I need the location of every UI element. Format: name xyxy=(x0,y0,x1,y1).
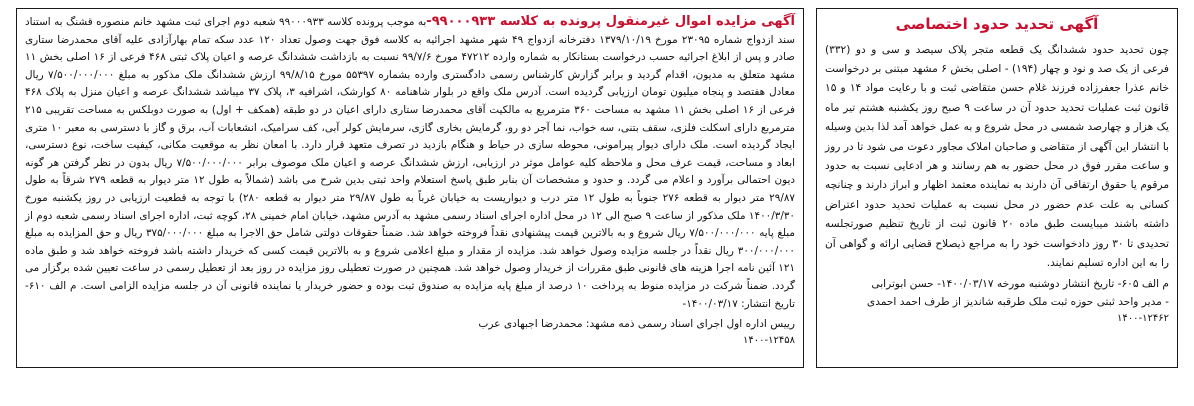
notice-footer-line-1: م الف ۶۰۵- تاریخ انتشار دوشنبه مورخه ۱۴۰۰/۰۳/۱۷- حسن ابوترابی xyxy=(871,278,1169,291)
notice-footer: رییس اداره اول اجرای اسناد رسمی ذمه مشهد: محمدرضا اجبهادی عرب xyxy=(478,318,795,331)
notice-code: ۱۴۰۰-۱۲۴۶۲ xyxy=(1117,313,1169,325)
notice-body-text: به موجب پرونده کلاسه ۹۹۰۰۰۹۳۳ شعبه دوم اجرای ثبت مشهد خانم منصوره قشنگ به استناد سند ازدواج شماره ۲۳۰۹۵ مورخ ۱۳۷۹/۱۰/۱۹ دفترخانه ازدواج ۴۹ شهر مشهد اجرائیه به کلاسه فوق جهت وصول تعداد ۱۲۰ عدد سکه تمام بهارآزادی علیه آقای محمدرضا ستاری صادر و پس از ابلاغ اجرائیه حسب درخواست بستانکار به شماره وارده ۴۷۲۱۲ مورخ ۹۹/۷/۶ نسبت به بازداشت ششدانگ عرصه و اعیان پلاک ثبتی ۴۶۸ فرعی از ۱۶ اصلی بخش ۱۱ مشهد متعلق به مدیون، اقدام گردید و برابر گزارش کارشناس رسمی دادگستری وارده بشماره ۵۵۳۹۷ مورخ ۹۹/۸/۱۵ ارزش ششدانگ ملک مذکور به مبلغ ۷/۵۰۰/۰۰۰/۰۰۰ ریال معادل هفتصد و پنجاه میلیون تومان ارزیابی گردیده است. آدرس ملک واقع در بلوار شاهنامه ۸۰ کوارشک، اشرافیه ۳، پلاک ۳۷ میباشد ششدانگ عرصه و اعیان منزل به پلاک ۴۶۸ فرعی از ۱۶ اصلی بخش ۱۱ مشهد به مساحت ۳۶۰ مترمربع به مالکیت آقای محمدرضا ستاری دارای اعیان در دو طبقه (همکف + اول) به صورت دوبلکس به مساحت تقریبی ۲۱۵ مترمربع دارای اسکلت فلزی، سقف بتنی، سه خواب، نما آجر دو رو، گرمایش بخاری گازی، سرمایش کولر آبی، کف سرامیک، انشعابات آب، برق و گاز با دسترسی به معبر ۱۰ متری ایجاد گردیده است. ملک دارای دیوار پیرامونی، محوطه سازی در حیاط و هنگام بازدید در تصرف متعهد قرار دارد. با امعان نظر به موقعیت مکانی، کیفیت ساخت، نوع دسترسی، ابعاد و مساحت، قیمت عرف محل و ملاحظه کلیه عوامل موثر در ارزیابی، ارزش ششدانگ عرصه و اعیان ملک موصوف برابر ۷/۵۰۰/۰۰۰/۰۰۰ ریال بدون در نظر گرفتن هر گونه دیون احتمالی برآورد و اعلام می گردد. و حدود و مشخصات آن بنابر طبق پاسخ استعلام واحد ثبتی بدین شرح می باشد (شمالاً به طول ۱۲ متر دیوار به قطعه ۲۷۹ شرقاً به طول ۲۹/۸۷ متر دیوار به قطعه ۲۷۶ جنوباً به طول ۱۲ متر درب و دیواریست به خیابان غرباً به طول ۲۹/۸۷ متر دیوار به قطعه ۲۸۰) با توجه به قطعیت ارزیابی در روز یکشنبه مورخ ۱۴۰۰/۳/۳۰ ملک مذکور از ساعت ۹ صبح الی ۱۲ در محل اداره اجرای اسناد رسمی مشهد به آدرس مشهد، خیابان امام خمینی ۲۸، کوچه ثبت، اداره اجرای اسناد رسمی شعبه دوم از مبلغ پایه ۷/۵۰۰/۰۰۰/۰۰۰ ریال شروع و به بالاترین قیمت پیشنهادی نقداً فروخته خواهد شد. ضمناً حقوقات دولتی شامل حق الاجرا به مبلغ ۳۷۵/۰۰۰/۰۰۰ ریال و حق المزایده به مبلغ ۳۰۰/۰۰۰/۰۰۰ ریال نقداً در جلسه مزایده وصول خواهد شد. مزایده از مقدار و مبلغ اعلامی شروع و به بالاترین قیمت کسی که خریدار داشته باشد فروخته خواهد شد و طبق ماده ۱۲۱ آئین نامه اجرا هزینه های قانونی طبق مقررات از خریدار وصول خواهد شد. همچنین در صورت تعطیلی روز مزایده در روز بعد از تعطیل رسمی در ساعت تعیین شده برگزار می گردد. ضمناً شرکت در مزایده منوط به پرداخت ۱۰ درصد از مبلغ پایه مزایده به صندوق ثبت بوده و حضور خریدار یا نماینده قانونی آن در جلسه مزایده الزامی است. م الف ۶۱۰- تاریخ انتشار: ۱۴۰۰/۰۳/۱۷- xyxy=(25,16,796,310)
notice-footer-line-2: - مدیر واحد ثبتی حوزه ثبت ملک طرقبه شاندیز از طرف احمد احمدی xyxy=(866,296,1169,309)
notice-boundary-demarcation xyxy=(816,8,1178,368)
notice-title: آگهی مزایده اموال غیرمنقول پرونده به کلاسه ۹۹۰۰۰۹۳۳- xyxy=(426,14,796,29)
notice-title: آگهی تحدید حدود اختصاصی xyxy=(895,15,1099,33)
notice-body: چون تحدید حدود ششدانگ یک قطعه متجر پلاک سیصد و سی و دو (۳۳۲) فرعی از یک صد و نود و چهار (۱۹۴) - اصلی بخش ۶ مشهد مبتنی بر درخواست خانم عذرا جعفرزاده فرزند غلام حسن متقاضی ثبت و با رعایت مواد ۱۴ و ۱۵ قانون ثبت عملیات تحدید حدود آن در ساعت ۹ صبح روز یکشنبه هشتم تیر ماه یک هزار و چهارصد شمسی در محل شروع و به عمل خواهد آمد لذا بدین وسیله با انتشار این آگهی از متقاضی و صاحبان املاک مجاور دعوت می شود تا در روز و ساعت مقرر فوق در محل حضور به هم رسانند و هر ادعایی نسبت به حدود مرقوم یا حقوق ارتفاقی آن دارند به نماینده معتمد اظهار و ابراز دارند و چنانچه کسانی به علت عدم حضور در محل نسبت به عملیات تحدید حدود اعتراض داشته باشند میبایست طبق ماده ۲۰ قانون ثبت از تاریخ تنظیم صورتجلسه تحدیدی تا ۳۰ روز دادخواست خود را به مراجع ذیصلاح قضایی ارائه و گواهی آن را به این اداره تسلیم نمایند. xyxy=(825,43,1169,269)
notice-auction xyxy=(16,8,804,368)
notice-code: ۱۴۰۰-۱۲۴۵۸ xyxy=(743,335,795,347)
notice-footer xyxy=(825,275,1169,311)
notice-body xyxy=(25,13,795,313)
